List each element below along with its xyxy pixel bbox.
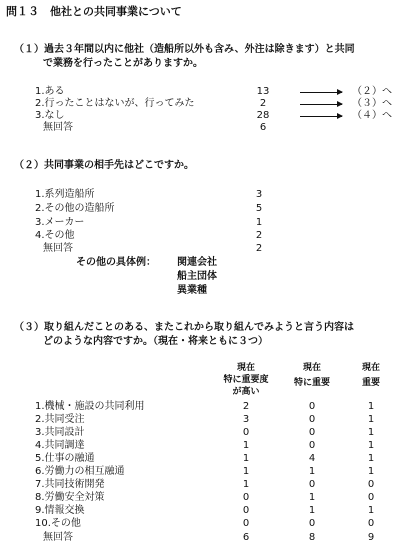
q3-row-value: 1 [242, 479, 250, 490]
q2-option-count: 3 [255, 189, 263, 200]
q1-option-count: 2 [259, 98, 267, 109]
q2-other-example: 船主団体 [177, 271, 217, 282]
q3-row-value: 1 [367, 505, 375, 516]
q1-option-label: 無回答 [43, 122, 73, 133]
q2-option-count: 2 [255, 243, 263, 254]
q3-row-value: 0 [308, 401, 316, 412]
q1-option-goto: （４）へ [352, 110, 392, 121]
q2-option-label: 2.その他の造船所 [35, 203, 115, 214]
page-title: 問１３ 他社との共同事業について [6, 5, 182, 18]
q2-option-label: 無回答 [43, 243, 73, 254]
q3-row-value: 0 [308, 414, 316, 425]
q3-row-label: 3.共同設計 [35, 427, 85, 438]
col3-header-line2: 重要 [361, 378, 380, 388]
q2-option-label: 3.メーカー [35, 217, 85, 228]
col1-header-line3: が高い [232, 387, 260, 397]
q3-row-label: 無回答 [43, 532, 73, 543]
q3-row-value: 0 [242, 492, 250, 503]
q1-question-line1: （１）過去３年間以内に他社（造船所以外も含み、外注は除きます）と共同 [14, 44, 355, 55]
q3-row-label: 6.労働力の相互融通 [35, 466, 125, 477]
q1-question-line2: で業務を行ったことがありますか。 [43, 58, 203, 69]
q1-option-count: 28 [256, 110, 270, 121]
q1-option-count: 6 [259, 122, 267, 133]
q3-row-value: 0 [367, 492, 375, 503]
arrow-icon [300, 92, 342, 93]
q3-row-value: 1 [367, 401, 375, 412]
q2-option-count: 1 [255, 217, 263, 228]
q1-option-label: 3.なし [35, 110, 65, 121]
q3-row-value: 4 [308, 453, 316, 464]
col1-header-line2: 特に重要度 [223, 375, 269, 385]
q1-option-goto: （２）へ [352, 86, 392, 97]
q1-option-label: 2.行ったことはないが、行ってみた [35, 98, 195, 109]
q3-row-value: 8 [308, 532, 316, 543]
q3-row-label: 1.機械・施設の共同利用 [35, 401, 145, 412]
q2-question: （２）共同事業の相手先はどこですか。 [14, 160, 194, 171]
q2-option-count: 5 [255, 203, 263, 214]
q3-question-line2: どのような内容ですか。（現在・将来ともに３つ） [43, 336, 268, 347]
q3-row-value: 0 [367, 518, 375, 529]
q1-option-label: 1.ある [35, 86, 65, 97]
q3-row-value: 0 [308, 440, 316, 451]
q3-row-value: 0 [242, 518, 250, 529]
q3-row-value: 0 [308, 479, 316, 490]
q3-row-value: 1 [242, 466, 250, 477]
q3-row-value: 1 [308, 492, 316, 503]
q3-row-value: 2 [242, 401, 250, 412]
q3-row-label: 7.共同技術開発 [35, 479, 105, 490]
q3-row-value: 1 [367, 440, 375, 451]
col2-header-line1: 現在 [302, 363, 321, 373]
q3-row-value: 9 [367, 532, 375, 543]
q3-row-value: 1 [367, 427, 375, 438]
q3-row-label: 10.その他 [35, 518, 81, 529]
arrow-icon [300, 116, 342, 117]
q3-row-label: 4.共同調達 [35, 440, 85, 451]
q3-row-value: 0 [308, 427, 316, 438]
q3-row-value: 1 [367, 466, 375, 477]
q1-option-goto: （３）へ [352, 98, 392, 109]
q1-option-count: 13 [256, 86, 270, 97]
q3-row-label: 8.労働安全対策 [35, 492, 105, 503]
q2-option-label: 4.その他 [35, 230, 75, 241]
q3-row-label: 9.情報交換 [35, 505, 85, 516]
q3-row-label: 5.仕事の融通 [35, 453, 95, 464]
q3-row-value: 0 [242, 505, 250, 516]
col1-header-line1: 現在 [236, 363, 255, 373]
col2-header-line2: 特に重要 [293, 378, 330, 388]
q3-row-value: 1 [308, 505, 316, 516]
q3-row-value: 3 [242, 414, 250, 425]
col3-header-line1: 現在 [361, 363, 380, 373]
q3-row-value: 0 [367, 479, 375, 490]
q3-row-value: 1 [242, 440, 250, 451]
q3-row-value: 1 [308, 466, 316, 477]
q3-row-value: 0 [308, 518, 316, 529]
arrow-icon [300, 104, 342, 105]
q2-other-example: 異業種 [177, 285, 207, 296]
q3-row-value: 0 [242, 427, 250, 438]
q2-option-count: 2 [255, 230, 263, 241]
q3-row-value: 1 [242, 453, 250, 464]
q2-other-example: 関連会社 [177, 257, 217, 268]
q3-row-value: 1 [367, 414, 375, 425]
q2-option-label: 1.系列造船所 [35, 189, 95, 200]
q3-question-line1: （３）取り組んだことのある、またこれから取り組んでみようと言う内容は [14, 322, 354, 333]
q3-row-label: 2.共同受注 [35, 414, 85, 425]
q2-other-label: その他の具体例： [76, 257, 156, 268]
q3-row-value: 6 [242, 532, 250, 543]
q3-row-value: 1 [367, 453, 375, 464]
